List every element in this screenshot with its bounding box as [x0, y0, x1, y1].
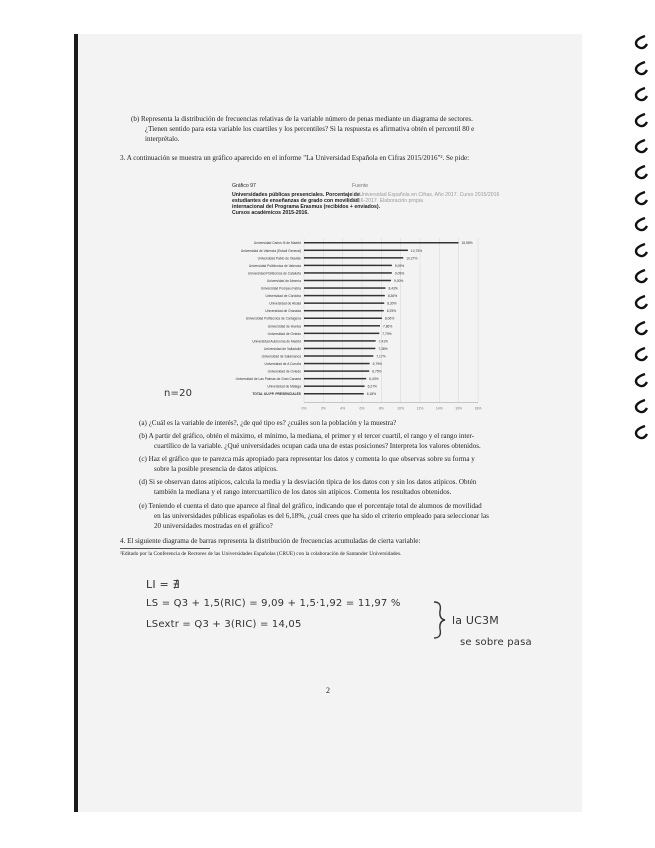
- question-e-line-3: 20 universidades mostradas en el gráfico?: [154, 522, 273, 530]
- bar: [304, 355, 373, 357]
- page-binding-edge: [74, 34, 78, 812]
- bar: [304, 333, 379, 335]
- handwritten-extreme-upper-limit: LSextr = Q3 + 3(RIC) = 14,05: [146, 619, 302, 630]
- bar: [304, 310, 384, 312]
- x-tick-label: 14%: [435, 406, 443, 411]
- value-label: 6,75%: [372, 369, 382, 374]
- x-tick-label: 10%: [397, 406, 405, 411]
- category-label: Universidad de Alcalá: [269, 301, 301, 306]
- question-b-line-1: (b) A partir del gráfico, obtén el máximo, el mínimo, la mediana, el primer y el tercer cuartil, el rango y el rango inter-: [139, 432, 475, 440]
- category-label: Universidad Autónoma de Madrid: [252, 339, 301, 344]
- x-tick-label: 8%: [378, 406, 384, 411]
- handwritten-brace: [432, 600, 446, 640]
- category-label: Universidad Carlos III de Madrid: [253, 241, 301, 246]
- value-label: 8,25%: [386, 309, 397, 314]
- footnote-divider: [120, 548, 210, 549]
- value-label: 6,18%: [366, 392, 377, 397]
- handwritten-lower-limit: LI = ∄: [146, 578, 180, 591]
- bar: [304, 272, 392, 274]
- category-label: Universidad de Salamanca: [261, 354, 301, 359]
- erasmus-bar-chart: [224, 186, 502, 412]
- value-label: 8,30%: [387, 301, 397, 306]
- question-c-line-2: sobre la posible presencia de datos atípicos.: [154, 465, 278, 473]
- footnote: ²Editado por la Conferencia de Rectores de las Universidades Españolas (CRUE) con la colaboración de Santander Universidades.: [120, 551, 402, 557]
- bar: [304, 393, 364, 395]
- category-label: Universidad de Oviedo: [267, 369, 301, 374]
- question-e-line-2: en las universidades públicas españolas es del 6,18%, ¿cuál crees que ha sido el criterio empleado para seleccionar las: [154, 512, 489, 520]
- bar: [304, 370, 369, 372]
- value-label: 7,79%: [382, 331, 392, 336]
- category-label: Universidad de Oviedo: [267, 331, 301, 336]
- x-tick-label: 2%: [320, 406, 326, 411]
- spiral-binding: [627, 30, 651, 450]
- category-label: Universidad Politécnica de Valencia: [248, 263, 301, 268]
- category-label: Universidad Politécnica de Cartagena: [245, 316, 301, 321]
- category-label: Universidad de Huelva: [267, 324, 301, 329]
- handwritten-upper-limit: LS = Q3 + 1,5(RIC) = 9,09 + 1,5·1,92 = 11,97 %: [146, 598, 401, 609]
- part-b-line-1: (b) Representa la distribución de frecuencias relativas de la variable número de penas mediante un diagrama de sectores.: [131, 115, 473, 123]
- x-tick-label: 16%: [455, 406, 463, 411]
- bar: [304, 340, 376, 342]
- part-b-line-2: ¿Tienen sentido para esta variable los cuartiles y los percentiles? Si la respuesta es afirmativa obtén el percentil 80 e: [145, 125, 475, 133]
- question-d-line-1: (d) Si se observan datos atípicos, calcula la media y la desviación típica de los datos con y sin los datos atípicos. Obtén: [139, 478, 477, 486]
- category-label: Universidad de Granada: [265, 309, 301, 314]
- chart-title-line-3: internacional del Programa Erasmus (recibidos + enviados).: [232, 204, 381, 210]
- value-label: 8,36%: [387, 294, 398, 299]
- value-label: 6,27%: [367, 384, 377, 389]
- value-label: 8,43%: [388, 286, 398, 291]
- category-label: Universidad de Córdoba: [265, 294, 301, 299]
- category-label: Universidad de Málaga: [267, 384, 301, 389]
- bar: [304, 295, 385, 297]
- value-label: 6,79%: [372, 362, 382, 366]
- bar: [304, 385, 365, 387]
- bar: [304, 318, 382, 320]
- chart-source-line-2: 2016-2017. Elaboración propia: [352, 198, 423, 204]
- question-d-line-2: también la mediana y el rango intercuartílico de los datos sin atípicos. Comenta los resultados obtenidos.: [154, 488, 452, 496]
- value-label: 7,86%: [382, 324, 393, 329]
- question-3-statement: 3. A continuación se muestra un gráfico aparecido en el informe "La Universidad Española en Cifras 2015/2016"². Se pide:: [120, 154, 470, 162]
- chart-title-line-1: Universidades públicas presenciales. Porcentaje de: [232, 192, 360, 198]
- part-b-line-3: interprétalo.: [145, 135, 180, 143]
- chart-figure-label: Gráfico 97: [232, 183, 256, 189]
- category-label: TOTAL UU.PP. PRESENCIALES: [252, 392, 301, 397]
- bar: [304, 257, 403, 259]
- bar: [304, 302, 384, 304]
- bar: [304, 287, 385, 289]
- question-e-line-1: (e) Teniendo el cuenta el dato que aparece al final del gráfico, indicando que el porcentaje total de alumnos de movilidad: [139, 502, 482, 510]
- x-tick-label: 0%: [301, 406, 307, 411]
- x-tick-label: 6%: [359, 406, 365, 411]
- category-label: Universidad de Valencia (Estudi General): [240, 248, 301, 253]
- category-label: Universidad Pablo de Olavide: [257, 256, 301, 261]
- handwritten-note-line-1: la UC3M: [452, 614, 499, 627]
- category-label: Universidad de Valladolid: [264, 346, 301, 351]
- bar: [304, 265, 392, 267]
- question-b-line-2: cuartílico de la variable. ¿Qué universidades ocupan cada una de estas posiciones? Interpreta los valores obtenidos.: [154, 442, 481, 450]
- category-label: Universidad Pompeu Fabra: [260, 286, 301, 291]
- x-tick-label: 4%: [340, 406, 346, 411]
- bar: [304, 325, 380, 327]
- bar: [304, 378, 366, 380]
- chart-title-line-2: estudiantes de enseñanzas de grado con movilidad: [232, 198, 359, 204]
- category-label: Universidad de Almería: [266, 278, 301, 283]
- bar: [304, 242, 458, 244]
- value-label: 10,75%: [410, 248, 423, 253]
- bar: [304, 250, 408, 252]
- bar: [304, 363, 370, 365]
- chart-svg: [224, 186, 502, 412]
- value-label: 6,43%: [369, 377, 379, 382]
- question-c-line-1: (c) Haz el gráfico que te parezca más apropiado para representar los datos y comenta lo que observas sobre su forma y: [139, 455, 475, 463]
- question-a: (a) ¿Cuál es la variable de interés?, ¿de qué tipo es? ¿cuáles son la población y la muestra?: [139, 419, 397, 427]
- value-label: 7,41%: [378, 339, 388, 344]
- category-label: Universidad de A Coruña: [264, 362, 301, 366]
- chart-source-line-1: La Universidad Española en Cifras. Año 2017. Curso 2015/2016: [352, 192, 500, 198]
- x-tick-label: 18%: [474, 406, 482, 411]
- value-label: 9,09%: [394, 263, 405, 268]
- bar: [304, 348, 375, 350]
- value-label: 9,00%: [394, 278, 404, 283]
- handwritten-note-line-2: se sobre pasa: [460, 637, 532, 648]
- chart-title-line-4: Cursos académicos 2015-2016.: [232, 210, 309, 216]
- value-label: 8,06%: [384, 316, 395, 321]
- value-label: 7,38%: [378, 346, 388, 351]
- handwritten-sample-size: n=20: [164, 388, 193, 399]
- question-4-statement: 4. El siguiente diagrama de barras representa la distribución de frecuencias acumuladas de cierta variable:: [120, 537, 421, 545]
- x-tick-label: 12%: [416, 406, 424, 411]
- chart-source-label: Fuente: [352, 183, 369, 189]
- category-label: Universidad Politécnica de Cataluña: [248, 271, 301, 276]
- category-label: Universidad de Las Palmas de Gran Canaria: [235, 377, 301, 382]
- bar: [304, 280, 391, 282]
- value-label: 7,17%: [376, 354, 386, 359]
- value-label: 10,27%: [406, 256, 418, 261]
- page-number: 2: [326, 686, 330, 695]
- value-label: 15,98%: [461, 241, 473, 246]
- value-label: 9,09%: [394, 271, 405, 276]
